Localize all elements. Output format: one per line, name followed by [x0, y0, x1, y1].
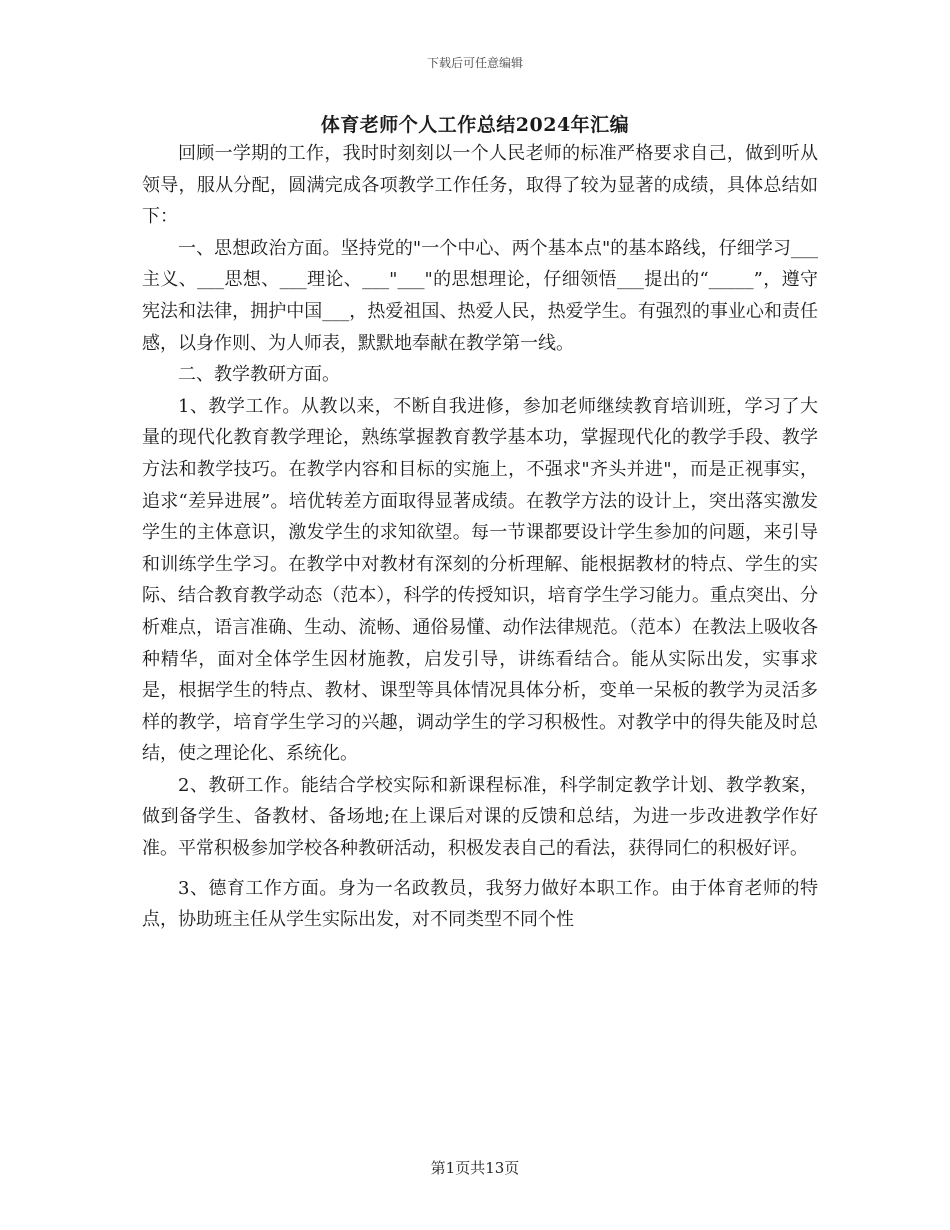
paragraph-moral-education: 3、德育工作方面。身为一名政教员，我努力做好本职工作。由于体育老师的特点，协助班主任从学生实际出发，对不同类型不同个性	[142, 877, 818, 931]
page-number: 第1页共13页	[430, 1159, 520, 1177]
paragraph-teaching-heading: 二、教学教研方面。	[178, 364, 340, 386]
page-header-note: 下载后可任意编辑	[426, 56, 523, 70]
document-body	[142, 138, 818, 936]
paragraph-intro: 回顾一学期的工作，我时时刻刻以一个人民老师的标准严格要求自己，做到听从领导，服从分配，圆满完成各项教学工作任务，取得了较为显著的成绩，具体总结如下：	[142, 143, 818, 228]
paragraph-teaching-work: 1、教学工作。从教以来，不断自我进修，参加老师继续教育培训班，学习了大量的现代化教育教学理论，熟练掌握教育教学基本功，掌握现代化的教学手段、教学方法和教学技巧。在教学内容和目标的实施上，不强求"齐头并进"，而是正视事实，追求“差异进展”。培优转差方面取得显著成绩。在教学方法的设计上，突出落实激发学生的主体意识，激发学生的求知欲望。每一节课都要设计学生参加的问题，来引导和训练学生学习。在教学中对教材有深刻的分析理解、能根据教材的特点、学生的实际、结合教育教学动态（范本），科学的传授知识，培育学生学习能力。重点突出、分析难点，语言准确、生动、流畅、通俗易懂、动作法律规范。（范本）在教法上吸收各种精华，面对全体学生因材施教，启发引导，讲练看结合。能从实际出发，实事求是，根据学生的特点、教材、课型等具体情况具体分析，变单一呆板的教学为灵活多样的教学，培育学生学习的兴趣，调动学生的学习积极性。对教学中的得失能及时总结，使之理论化、系统化。	[142, 395, 818, 765]
paragraph-ideology: 一、思想政治方面。坚持党的"一个中心、两个基本点"的基本路线，仔细学习___主义、___思想、___理论、___"___"的思想理论，仔细领悟___提出的“_____”，遵守宪法和法律，拥护中国___，热爱祖国、热爱人民，热爱学生。有强烈的事业心和责任感，以身作则、为人师表，默默地奉献在教学第一线。	[142, 237, 818, 354]
document-title: 体育老师个人工作总结2024年汇编	[320, 114, 630, 136]
paragraph-research-work: 2、教研工作。能结合学校实际和新课程标准，科学制定教学计划、教学教案，做到备学生、备教材、备场地;在上课后对课的反馈和总结，为进一步改进教学作好准。平常积极参加学校各种教研活动，积极发表自己的看法，获得同仁的积极好评。	[142, 774, 818, 860]
